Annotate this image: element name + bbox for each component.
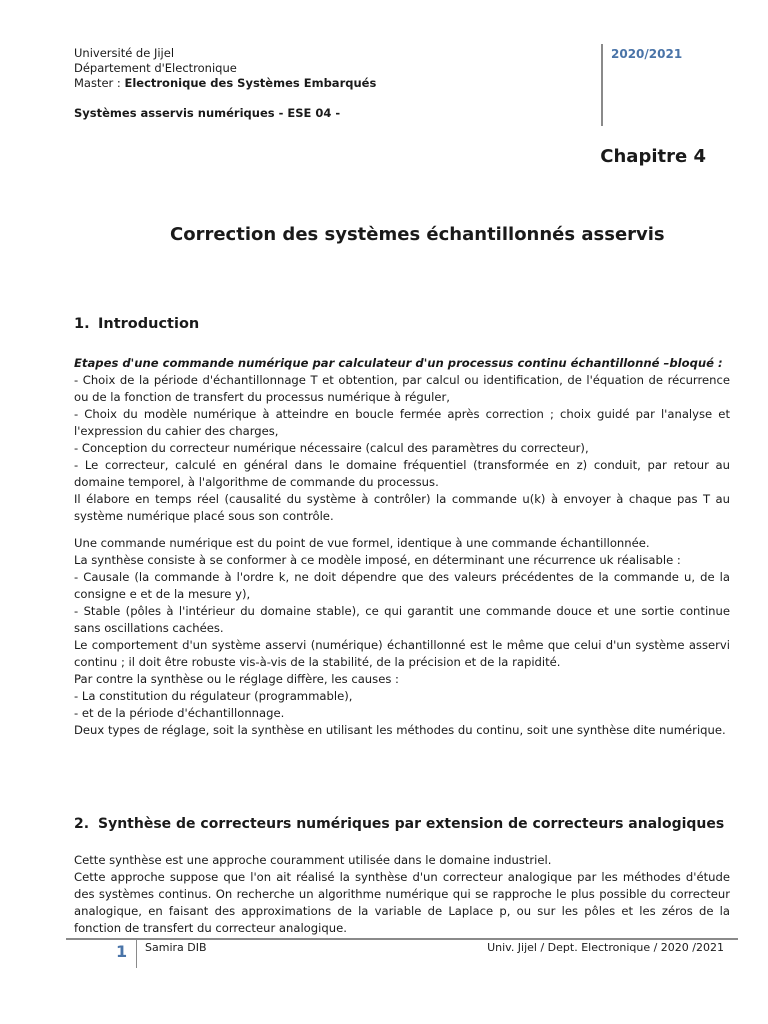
paragraph: Cette approche suppose que l'on ait réalisé la synthèse d'un correcteur analogique par les méthodes d'étude des systèmes continus. On recherche un algorithme numérique qui se rapproche le plus possible du correcteur analogique, en faisant des approximations de la variable de Laplace p, ou sur les pôles et les zéros de la fonction de transfert du correcteur analogique. bbox=[74, 870, 730, 935]
paragraph: - Causale (la commande à l'ordre k, ne doit dépendre que des valeurs précédentes de la commande u, de la consigne e et de la mesure y), bbox=[74, 570, 730, 601]
paragraph: - La constitution du régulateur (programmable), bbox=[74, 689, 353, 703]
paragraph: Par contre la synthèse ou le réglage diffère, les causes : bbox=[74, 672, 399, 686]
section-2-body bbox=[74, 852, 730, 937]
department: Département d'Electronique bbox=[74, 61, 237, 75]
header-info bbox=[74, 46, 594, 91]
page-title: Correction des systèmes échantillonnés asservis bbox=[170, 224, 665, 245]
section-1-body bbox=[74, 355, 730, 739]
section-1-title: Introduction bbox=[98, 316, 200, 332]
section-2-heading bbox=[74, 816, 724, 832]
paragraph: Une commande numérique est du point de vue formel, identique à une commande échantillonnée. bbox=[74, 536, 650, 550]
page-number: 1 bbox=[116, 942, 128, 961]
section-1-lead: Etapes d'une commande numérique par calculateur d'un processus continu échantillonné –bloqué : bbox=[74, 356, 723, 370]
header-year: 2020/2021 bbox=[611, 47, 683, 61]
section-1-heading bbox=[74, 316, 199, 332]
footer-author: Samira DIB bbox=[145, 941, 207, 954]
paragraph: - et de la période d'échantillonnage. bbox=[74, 706, 285, 720]
paragraph: - Stable (pôles à l'intérieur du domaine stable), ce qui garantit une commande douce et une sortie continue sans oscillations cachées. bbox=[74, 604, 730, 635]
header-divider bbox=[601, 44, 603, 126]
course-title: Systèmes asservis numériques - ESE 04 - bbox=[74, 106, 341, 120]
chapter-label: Chapitre 4 bbox=[600, 146, 706, 167]
master-name: Electronique des Systèmes Embarqués bbox=[124, 76, 377, 90]
master-line: Master : Electronique des Systèmes Embarqués bbox=[74, 76, 377, 90]
paragraph: - Le correcteur, calculé en général dans le domaine fréquentiel (transformée en z) conduit, par retour au domaine temporel, à l'algorithme de commande du processus. bbox=[74, 458, 730, 489]
university: Université de Jijel bbox=[74, 46, 175, 60]
paragraph: La synthèse consiste à se conformer à ce modèle imposé, en déterminant une récurrence uk réalisable : bbox=[74, 553, 681, 567]
paragraph: Cette synthèse est une approche couramment utilisée dans le domaine industriel. bbox=[74, 853, 552, 867]
section-2-number: 2. bbox=[74, 816, 90, 832]
paragraph: Il élabore en temps réel (causalité du système à contrôler) la commande u(k) à envoyer à chaque pas T au système numérique placé sous son contrôle. bbox=[74, 492, 730, 523]
footer-divider bbox=[66, 938, 738, 940]
paragraph: - Choix de la période d'échantillonnage T et obtention, par calcul ou identification, de l'équation de récurrence ou de la fonction de transfert du processus numérique à réguler, bbox=[74, 373, 730, 404]
paragraph: - Choix du modèle numérique à atteindre en boucle fermée après correction ; choix guidé par l'analyse et l'expression du cahier des charges, bbox=[74, 407, 730, 438]
paragraph: Le comportement d'un système asservi (numérique) échantillonné est le même que celui d'un système asservi continu ; il doit être robuste vis-à-vis de la stabilité, de la précision et de la rapidité. bbox=[74, 638, 730, 669]
section-1-number: 1. bbox=[74, 316, 90, 332]
paragraph: Deux types de réglage, soit la synthèse en utilisant les méthodes du continu, soit une synthèse dite numérique. bbox=[74, 723, 726, 737]
footer-tick bbox=[136, 938, 137, 968]
paragraph: - Conception du correcteur numérique nécessaire (calcul des paramètres du correcteur), bbox=[74, 441, 589, 455]
footer-institution: Univ. Jijel / Dept. Electronique / 2020 /2021 bbox=[487, 941, 724, 954]
section-2-title: Synthèse de correcteurs numériques par extension de correcteurs analogiques bbox=[98, 816, 725, 832]
